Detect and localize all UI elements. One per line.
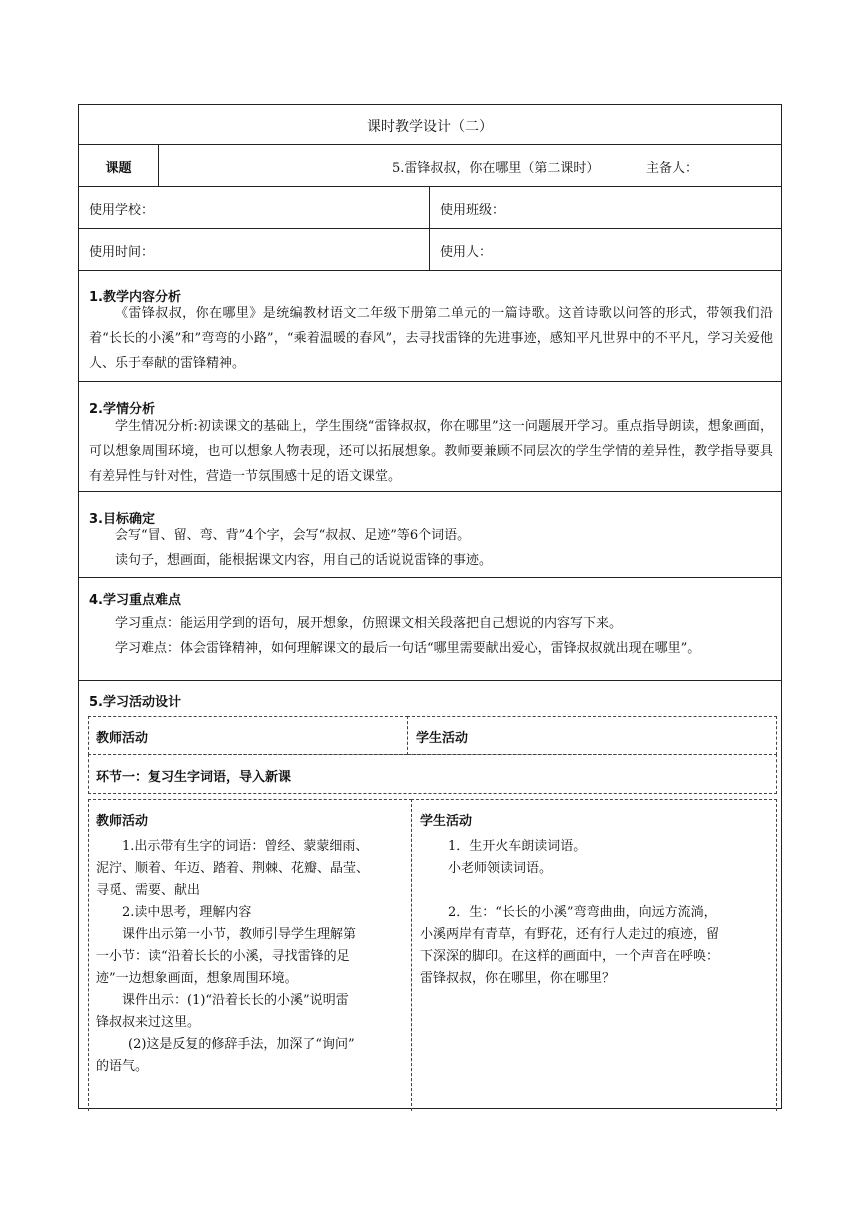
key-points-title: 4.学习重点难点: [89, 593, 181, 608]
key-point-line: 学习重点：能运用学到的语句，展开想象，仿照课文相关段落把自己想说的内容写下来。: [115, 616, 623, 631]
teacher-activity-line: 迹”一边想象画面，想象周围环境。: [96, 971, 298, 986]
teacher-activity-cell: [88, 799, 412, 1111]
student-header: 学生活动: [416, 731, 469, 746]
page-title: 课时教学设计（二）: [367, 119, 493, 135]
teacher-activity-content: [96, 836, 405, 1078]
student-activity-line: 下深深的脚印。在这样的画面中，一个声音在呼唤：: [420, 949, 720, 964]
time-user-row: [79, 229, 781, 271]
teacher-activity-line: 课件出示：(1)“沿着长长的小溪”说明雷: [122, 993, 349, 1008]
class-cell: [430, 187, 781, 228]
topic-row: [79, 145, 781, 187]
student-activity-cell: [411, 799, 777, 1111]
goals-line-1: 会写“冒、留、弯、背”4个字，会写“叔叔、足迹”等6个词语。: [115, 528, 471, 543]
topic-value: 5.雷锋叔叔，你在哪里（第二课时）: [392, 161, 600, 176]
user-cell: [430, 229, 781, 270]
teacher-header: 教师活动: [96, 731, 149, 746]
title-row: [79, 105, 781, 145]
stage-title: 环节一：复习生字词语，导入新课: [96, 770, 292, 785]
student-header-cell: [407, 716, 777, 755]
student-activity-line: [420, 880, 772, 902]
student-activity-content: [420, 836, 772, 990]
teacher-col-title: 教师活动: [96, 814, 149, 829]
student-activity-line: 小溪两岸有青草，有野花，还有行人走过的痕迹，留: [420, 927, 720, 942]
class-label: 使用班级：: [440, 203, 506, 218]
content-analysis-title: 1.教学内容分析: [89, 290, 181, 305]
time-cell: [79, 229, 430, 270]
difficulty-line: 学习难点：体会雷锋精神，如何理解课文的最后一句话“哪里需要献出爱心，雷锋叔叔就出现在哪里”。: [115, 641, 701, 656]
school-class-row: [79, 187, 781, 229]
student-activity-line: 雷锋叔叔，你在哪里，你在哪里？: [420, 971, 616, 986]
teacher-activity-line: 泥泞、顺着、年迈、踏着、荆棘、花瓣、晶莹、: [96, 861, 370, 876]
content-analysis-body: 《雷锋叔叔，你在哪里》是统编教材语文二年级下册第二单元的一篇诗歌。这首诗歌以问答的形式，带领我们沿着“长长的小溪”和”弯弯的小路”，“乘着温暖的春风”，去寻找雷锋的先进事迹，感知平凡世界中的不平凡，学习关爱他人、乐于奉献的雷锋精神。: [89, 306, 773, 371]
goals-title: 3.目标确定: [89, 512, 155, 527]
key-points-section: [79, 578, 781, 681]
topic-value-cell: [159, 145, 781, 186]
time-label: 使用时间：: [89, 245, 155, 260]
school-label: 使用学校：: [89, 203, 155, 218]
learner-analysis-section: [79, 382, 781, 492]
teacher-activity-line: 的语气。: [96, 1059, 149, 1074]
topic-label: 课题: [105, 161, 132, 176]
user-label: 使用人：: [440, 245, 493, 260]
learner-analysis-body: 学生情况分析:初读课文的基础上，学生围绕“雷锋叔叔，你在哪里”这一问题展开学习。重点指导朗读，想象画面，可以想象周围环境，也可以想象人物表现，还可以拓展想象。教师要兼顾不同层次的学生学情的差异性，教学指导要具有差异性与针对性，营造一节氛围感十足的语文课堂。: [89, 419, 773, 484]
school-cell: [79, 187, 430, 228]
stage-row: [88, 754, 777, 794]
goals-line-2: 读句子，想画面，能根据课文内容，用自己的话说说雷锋的事迹。: [115, 553, 493, 568]
goals-section: [79, 492, 781, 578]
preparer-label: 主备人：: [646, 161, 699, 176]
content-analysis-section: [79, 271, 781, 382]
lesson-design-table: [78, 104, 782, 1109]
student-activity-line: 2．生：“长长的小溪”弯弯曲曲，向远方流淌，: [448, 905, 717, 920]
teacher-activity-line: 锋叔叔来过这里。: [96, 1015, 201, 1030]
teacher-activity-line: 寻觅、需要、献出: [96, 883, 201, 898]
teacher-activity-line: 1.出示带有生字的词语：曾经、蒙蒙细雨、: [122, 839, 369, 854]
student-col-title: 学生活动: [420, 814, 473, 829]
activity-design-section: [79, 681, 781, 1108]
activity-design-title: 5.学习活动设计: [89, 695, 181, 710]
teacher-header-cell: [88, 716, 408, 755]
student-activity-line: 小老师领读词语。: [448, 861, 553, 876]
student-activity-line: 1．生开火车朗读词语。: [448, 839, 587, 854]
teacher-activity-line: 2.读中思考，理解内容: [122, 905, 252, 920]
teacher-activity-line: (2)这是反复的修辞手法，加深了“询问”: [128, 1037, 355, 1052]
learner-analysis-title: 2.学情分析: [89, 402, 155, 417]
topic-label-cell: [79, 145, 159, 186]
teacher-activity-line: 课件出示第一小节，教师引导学生理解第: [122, 927, 357, 942]
teacher-activity-line: 一小节：读“沿着长长的小溪，寻找雷锋的足: [96, 949, 350, 964]
